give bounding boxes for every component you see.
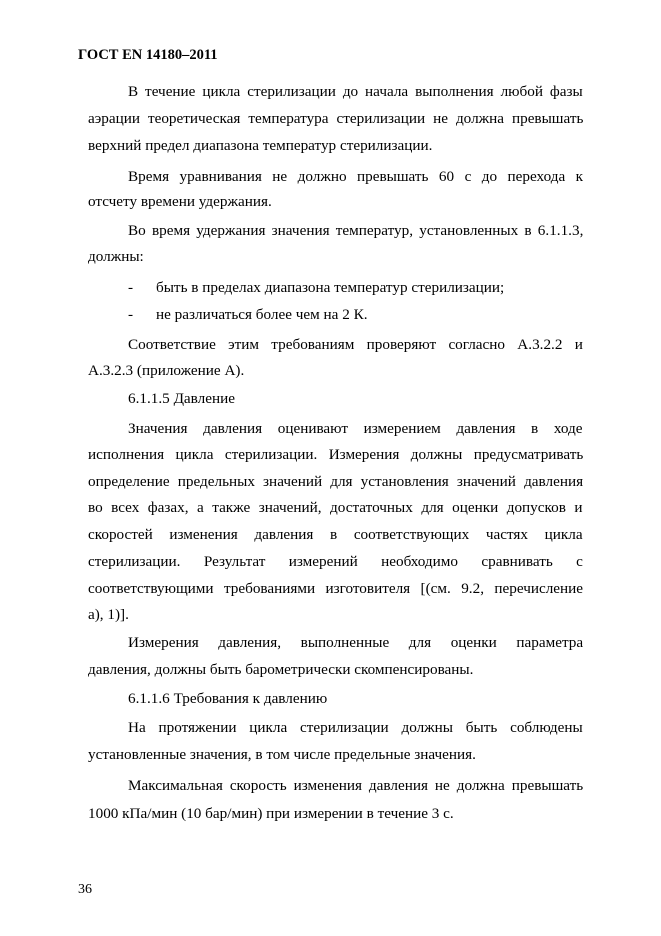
section-heading: 6.1.1.6 Требования к давлению xyxy=(128,690,328,707)
text-line: На протяжении цикла стерилизации должны быть соблюдены xyxy=(128,719,583,736)
text-line: a), 1)]. xyxy=(88,606,129,623)
text-line: Измерения давления, выполненные для оценки параметра xyxy=(128,634,584,651)
text-line: определение предельных значений для установления значений давления xyxy=(88,473,584,490)
list-item-text: быть в пределах диапазона температур стерилизации; xyxy=(156,279,505,296)
list-bullet: - xyxy=(128,279,134,296)
text-line: отсчету времени удержания. xyxy=(88,193,272,210)
section-heading: 6.1.1.5 Давление xyxy=(128,390,235,407)
text-line: Во время удержания значения температур, установленных в 6.1.1.3, xyxy=(128,222,584,239)
document-header: ГОСТ EN 14180–2011 xyxy=(78,47,218,63)
text-line: Максимальная скорость изменения давления не должна превышать xyxy=(128,777,584,794)
page-number: 36 xyxy=(78,882,92,897)
text-line: во всех фазах, а также значений, достаточных для оценки допусков и xyxy=(88,499,583,516)
text-line: исполнения цикла стерилизации. Измерения должны предусматривать xyxy=(88,446,584,463)
text-line: аэрации теоретическая температура стерилизации не должна превышать xyxy=(88,110,584,127)
text-line: Время уравнивания не должно превышать 60 с до перехода к xyxy=(128,168,584,185)
text-line: установленные значения, в том числе предельные значения. xyxy=(88,746,476,763)
text-line: Значения давления оценивают измерением давления в ходе xyxy=(128,420,583,437)
text-line: Соответствие этим требованиям проверяют согласно А.3.2.2 и xyxy=(128,336,583,353)
text-line: скоростей изменения давления в соответствующих частях цикла xyxy=(88,526,583,543)
list-item-text: не различаться более чем на 2 К. xyxy=(156,306,368,323)
text-line: должны: xyxy=(88,248,144,265)
text-line: давления, должны быть барометрически скомпенсированы. xyxy=(88,661,474,678)
text-line: верхний предел диапазона температур стерилизации. xyxy=(88,137,433,154)
text-line: А.3.2.3 (приложение А). xyxy=(88,362,245,379)
text-line: соответствующими требованиями изготовителя [(см. 9.2, перечисление xyxy=(88,580,584,597)
list-bullet: - xyxy=(128,306,134,323)
text-line: 1000 кПа/мин (10 бар/мин) при измерении в течение 3 с. xyxy=(88,805,454,822)
text-line: В течение цикла стерилизации до начала выполнения любой фазы xyxy=(128,83,583,100)
text-line: стерилизации. Результат измерений необходимо сравнивать с xyxy=(88,553,583,570)
